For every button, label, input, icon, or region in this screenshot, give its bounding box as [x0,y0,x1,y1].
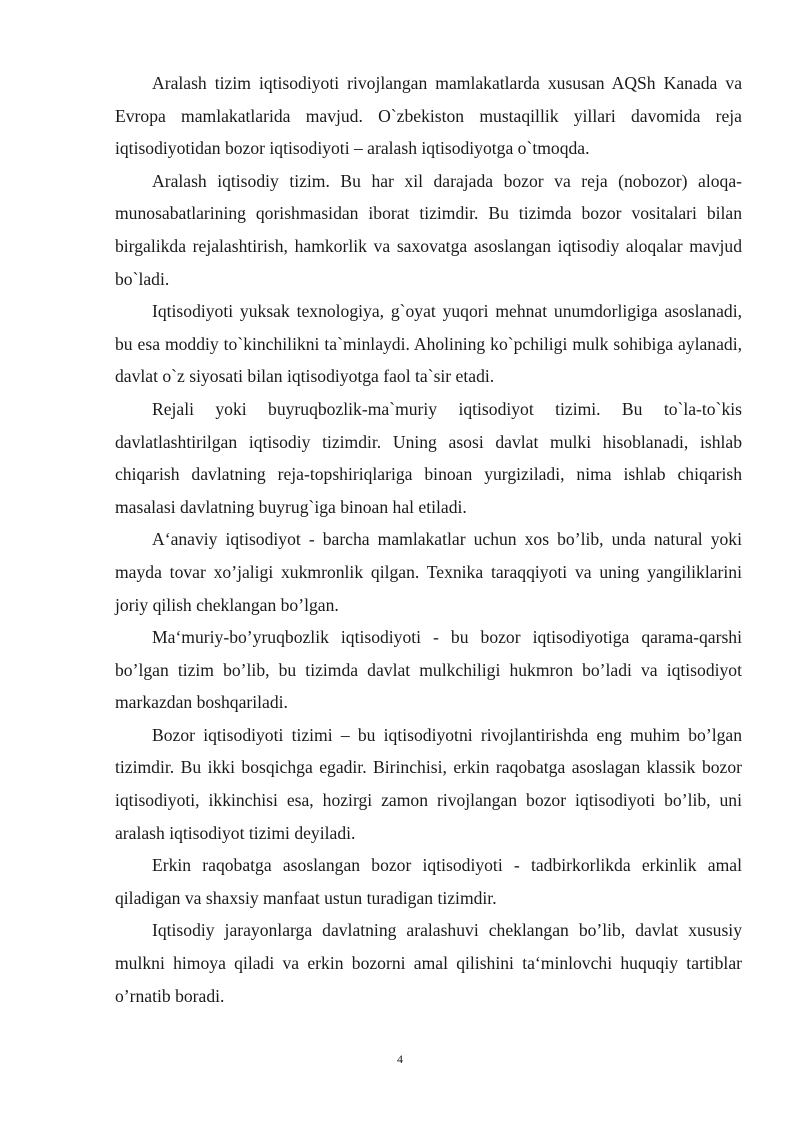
document-body [115,67,742,1012]
paragraph-2: Aralash iqtisodiy tizim. Bu har xil darajada bozor va reja (nobozor) aloqa-munosabatlarining qorishmasidan iborat tizimdir. Bu tizimda bozor vositalari bilan birgalikda rejalashtirish, hamkorlik va saxovatga asoslangan iqtisodiy aloqalar mavjud bo`ladi. [115,170,742,289]
paragraph-3: Iqtisodiyoti yuksak texnologiya, g`oyat yuqori mehnat unumdorligiga asoslanadi, bu esa moddiy to`kinchilikni ta`minlaydi. Aholining ko`pchiligi mulk sohibiga aylanadi, davlat o`z siyosati bilan iqtisodiyotga faol ta`sir etadi. [115,301,742,387]
paragraph-6: Ma‘muriy-bo’yruqbozlik iqtisodiyoti - bu bozor iqtisodiyotiga qarama-qarshi bo’lgan tizim bo’lib, bu tizimda davlat mulkchiligi hukmron bo’ladi va iqtisodiyot markazdan boshqariladi. [115,627,742,713]
paragraph-7: Bozor iqtisodiyoti tizimi – bu iqtisodiyotni rivojlantirishda eng muhim bo’lgan tizimdir. Bu ikki bosqichga egadir. Birinchisi, erkin raqobatga asoslagan klassik bozor iqtisodiyoti, ikkinchisi esa, hozirgi zamon rivojlangan bozor iqtisodiyoti bo’lib, uni aralash iqtisodiyot tizimi deyiladi. [115,724,742,843]
paragraph-1: Aralash tizim iqtisodiyoti rivojlangan mamlakatlarda xususan AQSh Kanada va Evropa mamlakatlarida mavjud. O`zbekiston mustaqillik yillari davomida reja iqtisodiyotidan bozor iqtisodiyoti – aralash iqtisodiyotga o`tmoqda. [115,73,742,159]
paragraph-8: Erkin raqobatga asoslangan bozor iqtisodiyoti - tadbirkorlikda erkinlik amal qiladigan va shaxsiy manfaat ustun turadigan tizimdir. [115,855,742,908]
paragraph-4: Rejali yoki buyruqbozlik-ma`muriy iqtisodiyot tizimi. Bu to`la-to`kis davlatlashtirilgan iqtisodiy tizimdir. Uning asosi davlat mulki hisoblanadi, ishlab chiqarish davlatning reja-topshiriqlariga binoan yurgiziladi, nima ishlab chiqarish masalasi davlatning buyrug`iga binoan hal etiladi. [115,398,742,517]
paragraph-9: Iqtisodiy jarayonlarga davlatning aralashuvi cheklangan bo’lib, davlat xususiy mulkni himoya qiladi va erkin bozorni amal qilishini ta‘minlovchi huquqiy tartiblar o’rnatib boradi. [115,920,742,1006]
paragraph-5: A‘anaviy iqtisodiyot - barcha mamlakatlar uchun xos bo’lib, unda natural yoki mayda tovar xo’jaligi xukmronlik qilgan. Texnika taraqqiyoti va uning yangiliklarini joriy qilish cheklangan bo’lgan. [115,529,742,615]
page-number: 4 [397,1052,403,1066]
